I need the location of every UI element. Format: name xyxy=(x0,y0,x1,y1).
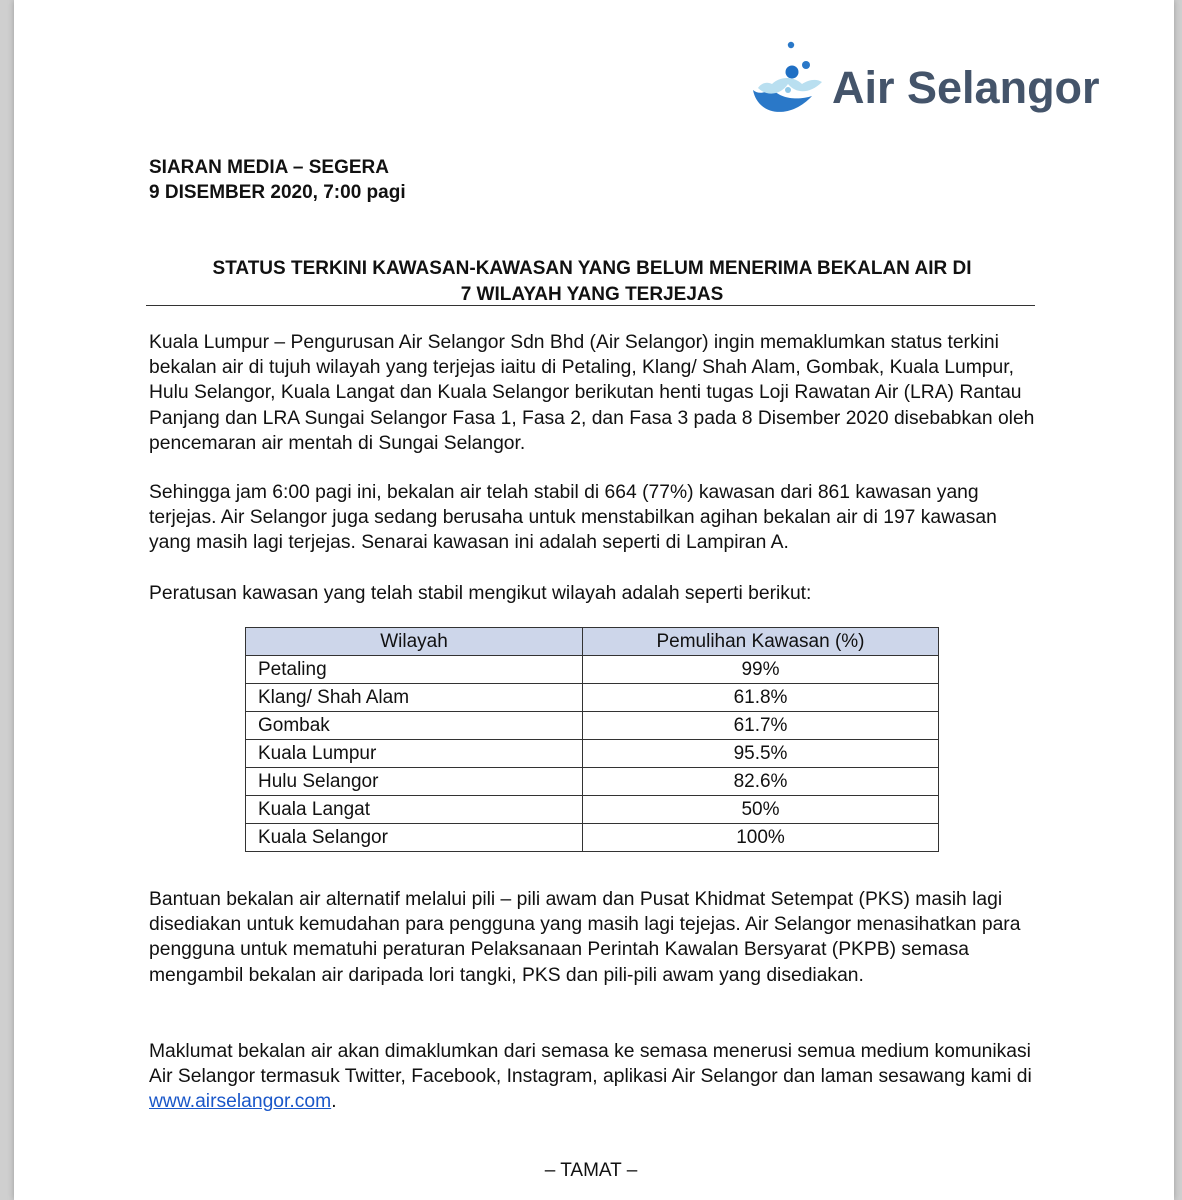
logo-brand-name: Air Selangor xyxy=(832,62,1100,113)
region-cell: Klang/ Shah Alam xyxy=(246,684,583,712)
recovery-cell: 61.8% xyxy=(583,684,939,712)
end-mark: – TAMAT – xyxy=(544,1160,638,1181)
recovery-table xyxy=(245,627,939,852)
recovery-cell: 95.5% xyxy=(583,740,939,768)
paragraph-intro: Kuala Lumpur – Pengurusan Air Selangor Sdn Bhd (Air Selangor) ingin memaklumkan status terkini bekalan air di tujuh wilayah yang terjejas iaitu di Petaling, Klang/ Shah Alam, Gombak, Kuala Lumpur, Hulu Selangor, Kuala Langat dan Kuala Selangor berikutan henti tugas Loji Rawatan Air (LRA) Rantau Panjang dan LRA Sungai Selangor Fasa 1, Fasa 2, dan Fasa 3 pada 8 Disember 2020 disebabkan oleh pencemaran air mentah di Sungai Selangor. xyxy=(149,332,1035,454)
recovery-cell: 99% xyxy=(583,656,939,684)
water-drop-logo-icon xyxy=(750,38,830,128)
table-row xyxy=(246,712,939,740)
paragraph-info-channels xyxy=(149,1039,1039,1115)
info-channels-text: Maklumat bekalan air akan dimaklumkan dari semasa ke semasa menerusi semua medium komunikasi Air Selangor termasuk Twitter, Facebook, Instagram, aplikasi Air Selangor dan laman sesawang kami di xyxy=(149,1041,1032,1088)
region-cell: Kuala Lumpur xyxy=(246,740,583,768)
table-row xyxy=(246,796,939,824)
recovery-cell: 100% xyxy=(583,824,939,852)
title-line-2: 7 WILAYAH YANG TERJEJAS xyxy=(460,284,724,305)
recovery-cell: 61.7% xyxy=(583,712,939,740)
website-link[interactable]: www.airselangor.com xyxy=(149,1091,332,1113)
region-cell: Kuala Langat xyxy=(246,796,583,824)
table-row xyxy=(246,684,939,712)
table-row xyxy=(246,740,939,768)
table-row xyxy=(246,768,939,796)
recovery-cell: 50% xyxy=(583,796,939,824)
column-header-recovery: Pemulihan Kawasan (%) xyxy=(583,628,939,656)
region-cell: Gombak xyxy=(246,712,583,740)
column-header-region: Wilayah xyxy=(246,628,583,656)
region-cell: Petaling xyxy=(246,656,583,684)
region-cell: Kuala Selangor xyxy=(246,824,583,852)
air-selangor-logo xyxy=(750,38,1140,128)
release-date: 9 DISEMBER 2020, 7:00 pagi xyxy=(149,182,406,203)
title-line-1: STATUS TERKINI KAWASAN-KAWASAN YANG BELUM MENERIMA BEKALAN AIR DI xyxy=(212,258,972,279)
title-divider xyxy=(146,305,1035,306)
press-release-page xyxy=(14,0,1174,1200)
region-cell: Hulu Selangor xyxy=(246,768,583,796)
paragraph-status: Sehingga jam 6:00 pagi ini, bekalan air telah stabil di 664 (77%) kawasan dari 861 kawasan yang terjejas. Air Selangor juga sedang berusaha untuk menstabilkan agihan bekalan air di 197 kawasan yang masih lagi terjejas. Senarai kawasan ini adalah seperti di Lampiran A. xyxy=(149,482,997,554)
release-header xyxy=(149,155,406,205)
info-channels-end: . xyxy=(331,1091,337,1113)
release-type: SIARAN MEDIA – SEGERA xyxy=(149,157,389,178)
paragraph-alternative-supply: Bantuan bekalan air alternatif melalui pili – pili awam dan Pusat Khidmat Setempat (PKS) masih lagi disediakan untuk kemudahan para pengguna yang masih lagi tejejas. Air Selangor menasihatkan para pengguna untuk mematuhi peraturan Pelaksanaan Perintah Kawalan Bersyarat (PKPB) semasa mengambil bekalan air daripada lori tangki, PKS dan pili-pili awam yang disediakan. xyxy=(149,889,1021,986)
recovery-cell: 82.6% xyxy=(583,768,939,796)
table-row xyxy=(246,824,939,852)
table-row xyxy=(246,656,939,684)
document-title xyxy=(149,256,1035,308)
table-header-row xyxy=(246,628,939,656)
paragraph-table-intro: Peratusan kawasan yang telah stabil mengikut wilayah adalah seperti berikut: xyxy=(149,583,812,604)
